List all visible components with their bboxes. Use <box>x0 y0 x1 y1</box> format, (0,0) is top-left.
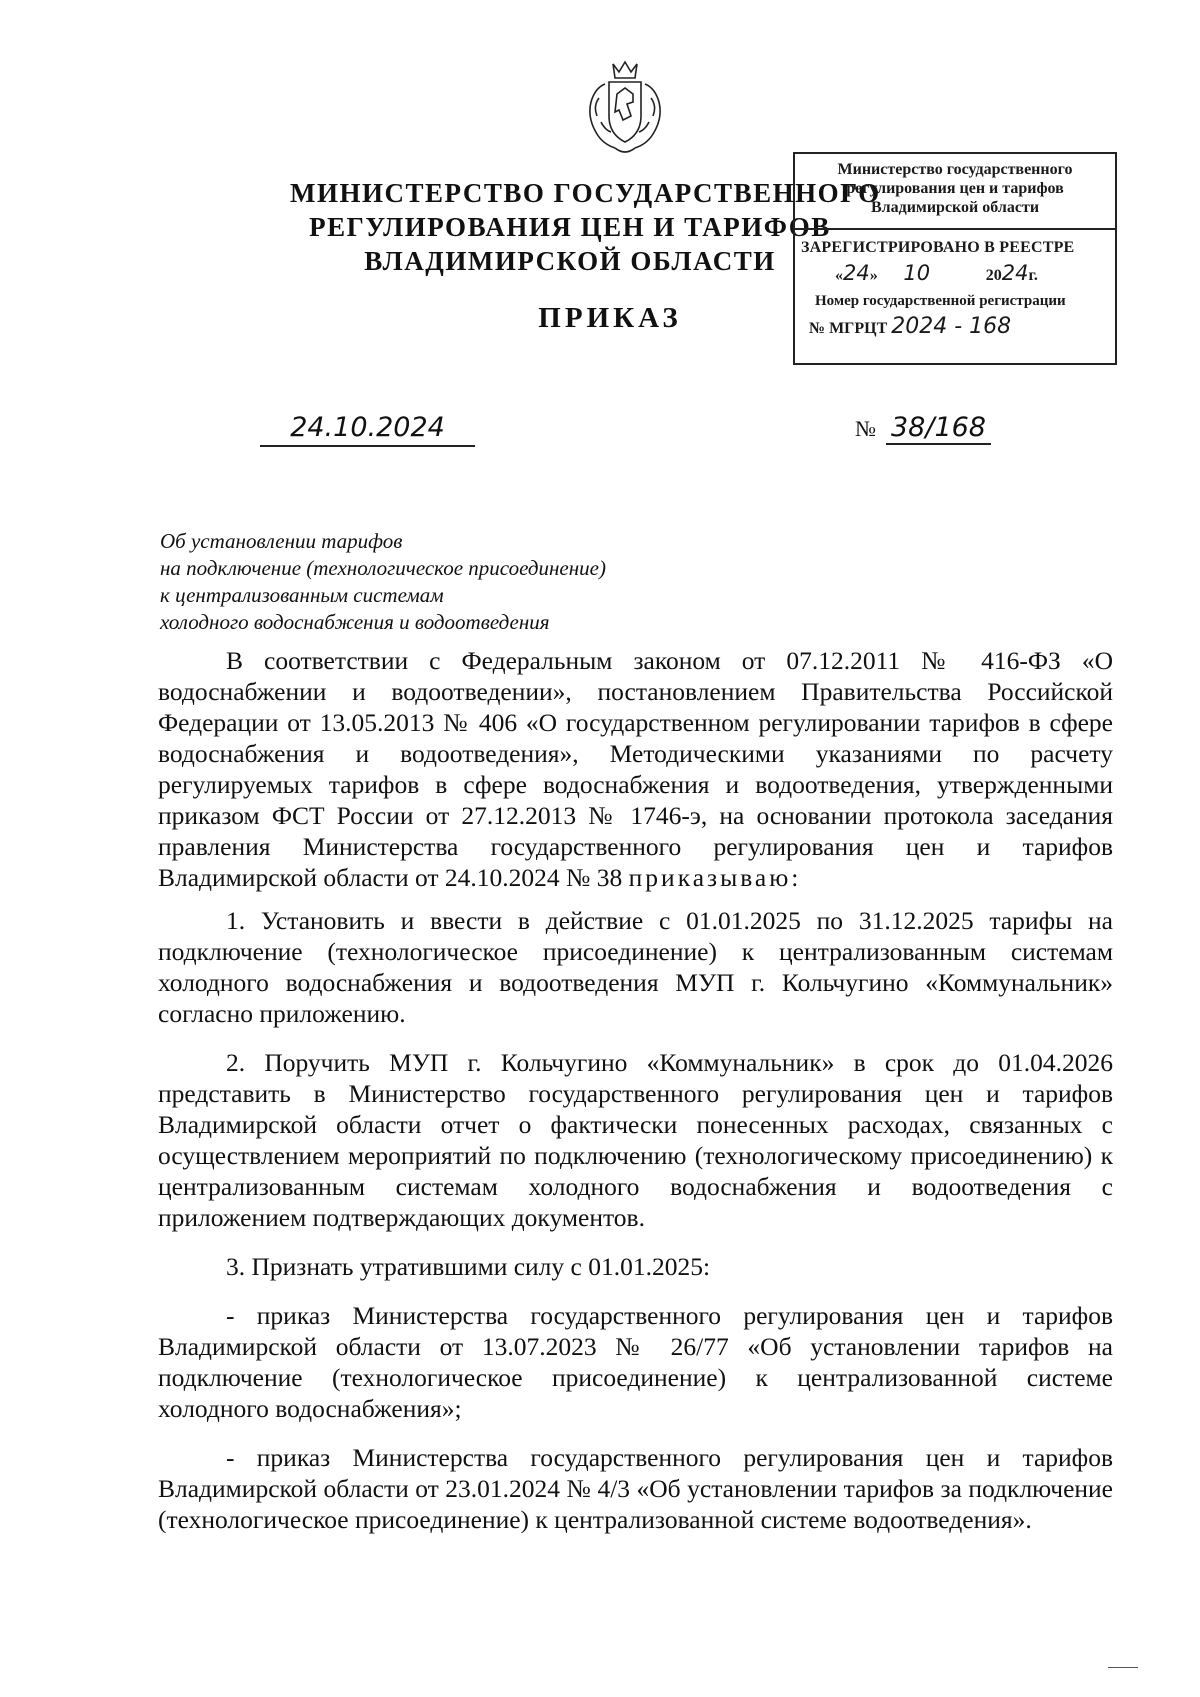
order-number-block <box>855 412 991 445</box>
ministry-line-3: ВЛАДИМИРСКОЙ ОБЛАСТИ <box>364 246 776 276</box>
stamp-year: 24 <box>1001 261 1029 285</box>
stamp-year-suffix: г. <box>1028 267 1038 284</box>
item-2: 2. Поручить МУП г. Кольчугино «Коммунальник» в срок до 01.04.2026 представить в Министерство государственного регулирования цен и тарифов Владимирской области отчет о фактически понесенных расходах, связанных с осуществлением мероприятий по подключению (технологическому присоединению) к централизованным системам холодного водоснабжения и водоотведения с приложением подтверждающих документов. <box>158 1048 1113 1232</box>
stamp-number-caption: Номер государственной регистрации <box>815 293 1066 309</box>
subject-line-3: к централизованным системам <box>160 583 444 607</box>
ministry-line-1: МИНИСТЕРСТВО ГОСУДАРСТВЕННОГО <box>290 178 881 208</box>
registration-stamp <box>793 152 1117 365</box>
stamp-day: 24 <box>843 261 870 285</box>
stamp-date-sep: » <box>869 267 878 284</box>
stamp-reg-number: 2024 - 168 <box>891 314 1012 339</box>
order-word: приказываю: <box>628 863 802 892</box>
item-3-sub-1: - приказ Министерства государственного регулирования цен и тарифов Владимирской области от 13.07.2023 № 26/77 «Об установлении тарифов на подключение (технологическое присоединение) к централизованной системе холодного водоснабжения»; <box>158 1301 1113 1423</box>
document-type-title: ПРИКАЗ <box>538 302 682 334</box>
order-number: 38/168 <box>886 412 991 445</box>
item-3-sub-2: - приказ Министерства государственного регулирования цен и тарифов Владимирской области от 23.01.2024 № 4/3 «Об установлении тарифов за подключение (технологическое присоединение) к централизованной системе водоотведения». <box>158 1443 1113 1534</box>
order-body <box>158 645 1113 1553</box>
footer-mark <box>1108 1667 1138 1668</box>
ministry-line-2: РЕГУЛИРОВАНИЯ ЦЕН И ТАРИФОВ <box>309 212 831 242</box>
stamp-org-line-3: Владимирской области <box>870 199 1040 216</box>
stamp-registered-label: ЗАРЕГИСТРИРОВАНО В РЕЕСТРЕ <box>801 239 1075 256</box>
order-date: 24.10.2024 <box>260 412 475 447</box>
item-3: 3. Признать утратившими силу с 01.01.2025: <box>226 1252 711 1281</box>
stamp-org-line-1: Министерство государственного <box>837 161 1073 178</box>
coat-of-arms-icon <box>575 58 675 158</box>
order-number-label: № <box>855 416 876 441</box>
subject-line-4: холодного водоснабжения и водоотведения <box>160 610 550 634</box>
subject-line-1: Об установлении тарифов <box>160 529 403 553</box>
stamp-number <box>795 310 1115 339</box>
preamble-text: В соответствии с Федеральным законом от 07.12.2011 № 416-ФЗ «О водоснабжении и водоотведении», постановлением Правительства Российской Федерации от 13.05.2013 № 406 «О государственном регулировании тарифов в сфере водоснабжения и водоотведения», Методическими указаниями по расчету регулируемых тарифов в сфере водоснабжения и водоотведения, утвержденными приказом ФСТ России от 27.12.2013 № 1746-э, на основании протокола заседания правления Министерства государственного регулирования цен и тарифов Владимирской области от 24.10.2024 № 38 <box>158 646 1113 892</box>
item-1: 1. Установить и ввести в действие с 01.01.2025 по 31.12.2025 тарифы на подключение (технологическое присоединение) к централизованным системам холодного водоснабжения и водоотведения МУП г. Кольчугино «Коммунальник» согласно приложению. <box>158 906 1113 1028</box>
stamp-date <box>795 257 1115 287</box>
stamp-number-prefix: № МГРЦТ <box>809 320 888 337</box>
preamble-paragraph <box>158 645 1113 893</box>
order-subject <box>160 528 760 636</box>
subject-line-2: на подключение (технологическое присоединение) <box>160 556 606 580</box>
stamp-org-line-2: регулирования цен и тарифов <box>846 180 1064 197</box>
stamp-organization <box>795 154 1115 230</box>
stamp-year-prefix: 20 <box>985 267 1002 284</box>
stamp-month: 10 <box>903 261 931 285</box>
stamp-date-open: « <box>835 267 843 284</box>
